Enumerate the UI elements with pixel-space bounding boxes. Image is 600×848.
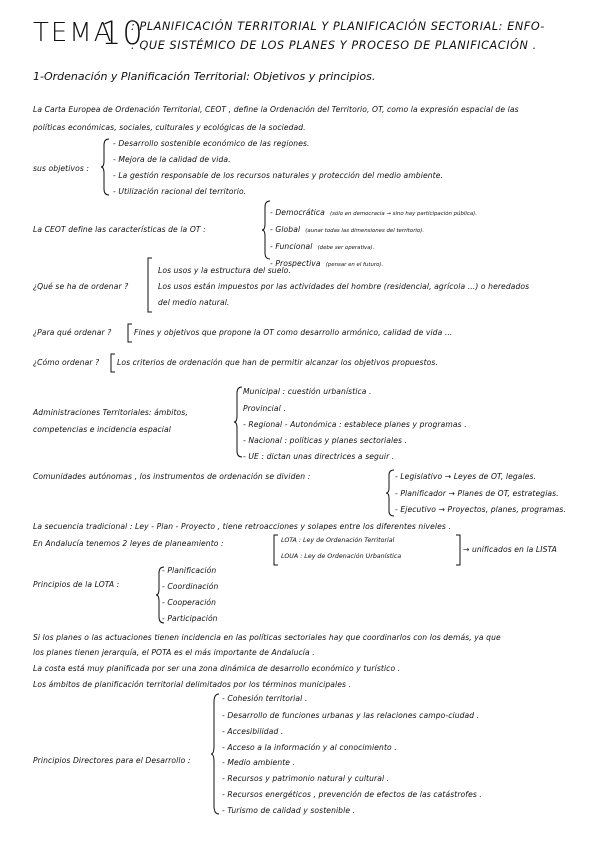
- principio-item: - Recursos y patrimonio natural y cultural .: [222, 774, 390, 783]
- objetivos-brace: [103, 139, 111, 195]
- ley-item: LOUA : Ley de Ordenación Urbanística: [281, 553, 402, 560]
- tema-number: 10: [101, 14, 144, 52]
- lota-item: - Coordinación: [162, 582, 219, 591]
- objetivos-label: sus objetivos :: [33, 164, 90, 173]
- admin-item: - Regional - Autonómica : establece planes y programas .: [243, 420, 467, 429]
- lota-item: - Cooperación: [162, 598, 217, 607]
- objetivo-item: - La gestión responsable de los recursos naturales y protección del medio ambiente.: [113, 171, 443, 180]
- que-ordenar-bracket: [147, 258, 153, 312]
- ccaa-item: - Ejecutivo → Proyectos, planes, programas.: [395, 505, 566, 514]
- lota-item: - Planificación: [162, 566, 217, 575]
- intro-line-2: políticas económicas, sociales, culturales y ecológicas de la sociedad.: [33, 123, 306, 132]
- andalucia-label: En Andalucía tenemos 2 leyes de planeamiento :: [33, 539, 224, 548]
- objetivo-item: - Utilización racional del territorio.: [113, 187, 247, 196]
- si-planes-line-2: los planes tienen jerarquía, el POTA es el más importante de Andalucía .: [33, 648, 315, 657]
- caracteristica-item: - Democrática (sólo en democracia → sino hay participación pública).: [270, 208, 477, 217]
- title-line-2: : QUE SISTÉMICO DE LOS PLANES Y PROCESO DE PLANIFICACIÓN .: [131, 39, 537, 52]
- caracteristica-item: - Funcional (debe ser operativa).: [270, 242, 375, 251]
- principio-item: - Accesibilidad .: [222, 727, 284, 736]
- principio-item: - Turismo de calidad y sostenible .: [222, 806, 356, 815]
- intro-line-1: La Carta Europea de Ordenación Territorial, CEOT , define la Ordenación del Territorio, OT, como la expresión espacial de las: [33, 105, 519, 114]
- ley-item: LOTA : Ley de Ordenación Territorial: [281, 537, 395, 544]
- title-line-1: : PLANIFICACIÓN TERRITORIAL Y PLANIFICACIÓN SECTORIAL: ENFO-: [131, 20, 545, 33]
- ceot-label: La CEOT define las características de la OT :: [33, 225, 206, 234]
- ambitos-text: Los ámbitos de planificación territorial delimitados por los términos municipales .: [33, 680, 352, 689]
- costa-text: La costa está muy planificada por ser una zona dinámica de desarrollo económico y turístico .: [33, 664, 401, 673]
- admin-item: - UE : dictan unas directrices a seguir .: [243, 452, 395, 461]
- ccaa-text: Comunidades autónomas , los instrumentos de ordenación se dividen :: [33, 472, 311, 481]
- admin-label-1: Administraciones Territoriales: ámbitos,: [33, 408, 188, 417]
- para-que-bracket: [127, 324, 133, 342]
- leyes-bracket-right: [456, 535, 462, 565]
- que-ordenar-label: ¿Qué se ha de ordenar ?: [33, 282, 129, 291]
- como-bracket: [110, 354, 116, 372]
- como-label: ¿Cómo ordenar ?: [33, 358, 100, 367]
- para-que-text: Fines y objetivos que propone la OT como desarrollo armónico, calidad de vida ...: [134, 328, 453, 337]
- objetivo-item: - Desarrollo sostenible económico de las regiones.: [113, 139, 310, 148]
- caracteristica-item: - Global (aunar todas las dimensiones del territorio).: [270, 225, 425, 234]
- si-planes-line-1: Si los planes o las actuaciones tienen incidencia en las políticas sectoriales hay que coordinarlos con los demás, ya que: [33, 633, 501, 642]
- tema-label: TEMA: [33, 18, 114, 48]
- que-ordenar-line-3: del medio natural.: [158, 298, 230, 307]
- admin-item: - Nacional : políticas y planes sectoriales .: [243, 436, 408, 445]
- que-ordenar-line-2: Los usos están impuestos por las actividades del hombre (residencial, agrícola ...) o heredados: [158, 282, 530, 291]
- caracteristica-item: - Prospectiva (pensar en el futuro).: [270, 259, 384, 268]
- principio-item: - Desarrollo de funciones urbanas y las relaciones campo-ciudad .: [222, 711, 480, 720]
- principio-item: - Recursos energéticos , prevención de efectos de las catástrofes .: [222, 790, 482, 799]
- como-text: Los criterios de ordenación que han de permitir alcanzar los objetivos propuestos.: [117, 358, 438, 367]
- lota-item: - Participación: [162, 614, 218, 623]
- principios-label: Principios Directores para el Desarrollo :: [33, 756, 191, 765]
- ccaa-item: - Legislativo → Leyes de OT, legales.: [395, 472, 537, 481]
- section-title: 1-Ordenación y Planificación Territorial: Objetivos y principios.: [33, 70, 376, 83]
- leyes-bracket-left: [273, 535, 279, 565]
- objetivo-item: - Mejora de la calidad de vida.: [113, 155, 231, 164]
- lota-label: Principios de la LOTA :: [33, 580, 120, 589]
- admin-label-2: competencias e incidencia espacial: [33, 425, 171, 434]
- principio-item: - Medio ambiente .: [222, 758, 296, 767]
- principio-item: - Acceso a la información y al conocimiento .: [222, 743, 397, 752]
- ccaa-item: - Planificador → Planes de OT, estrategias.: [395, 489, 559, 498]
- secuencia-text: La secuencia tradicional : Ley - Plan - Proyecto , tiene retroacciones y solapes entre los diferentes niveles .: [33, 522, 451, 531]
- que-ordenar-line-1: Los usos y la estructura del suelo.: [158, 266, 291, 275]
- principio-item: - Cohesión territorial .: [222, 694, 308, 703]
- admin-item: Municipal : cuestión urbanística .: [243, 387, 372, 396]
- admin-item: Provincial .: [243, 404, 286, 413]
- para-que-label: ¿Para qué ordenar ?: [33, 328, 112, 337]
- unificados-text: → unificados en la LISTA: [463, 545, 557, 554]
- principios-brace: [213, 694, 221, 814]
